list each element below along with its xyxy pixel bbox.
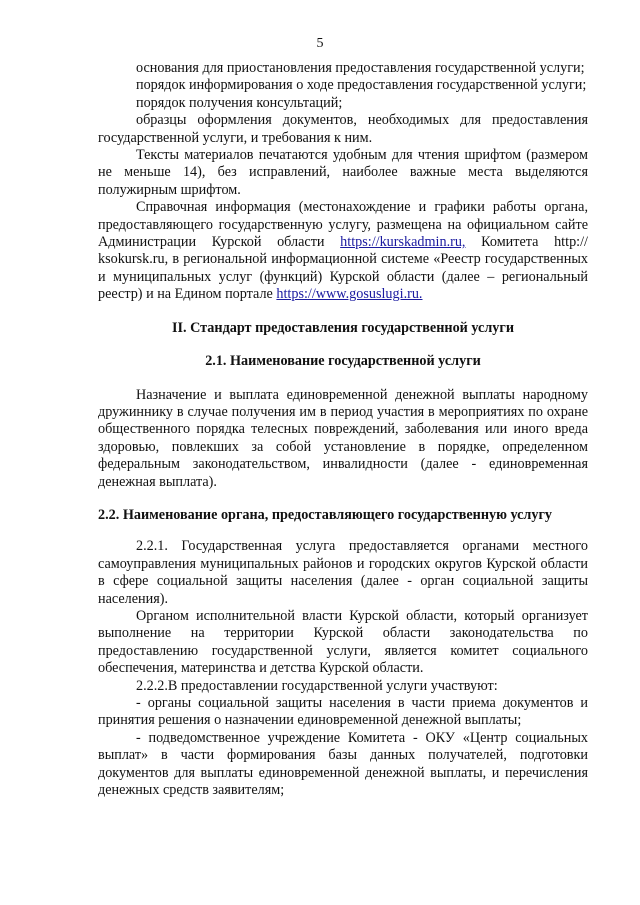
- paragraph-reference-info: [98, 199, 588, 303]
- heading-2-1: 2.1. Наименование государственной услуги: [205, 353, 481, 370]
- paragraph-2-2-1: 2.2.1. Государственная услуга предоставляется органами местного самоуправления муниципальных районов и городских округов Курской области в сфере социальной защиты населения (далее - орган социальной защиты населения).: [98, 538, 588, 607]
- gosuslugi-link[interactable]: https://www.gosuslugi.ru.: [276, 286, 423, 303]
- document-body: [98, 60, 588, 799]
- paragraph-font-requirements: Тексты материалов печатаются удобным для чтения шрифтом (размером не меньше 14), без исправлений, наиболее важные места выделяются полужирным шрифтом.: [98, 147, 588, 198]
- paragraph-executive-organ: Органом исполнительной власти Курской области, который организует выполнение на территории Курской области законодательства по предоставлению государственной услуги, является комитет социального обеспечения, материнства и детства Курской области.: [98, 607, 588, 677]
- paragraph-consultations: порядок получения консультаций;: [136, 94, 343, 111]
- paragraph-2-2-2: 2.2.2.В предоставлении государственной услуги участвуют:: [136, 677, 498, 694]
- heading-2-2: 2.2. Наименование органа, предоставляющего государственную услугу: [98, 506, 553, 523]
- kurskadmin-link[interactable]: https://kurskadmin.ru,: [340, 234, 466, 251]
- paragraph-suspension-grounds: основания для приостановления предоставления государственной услуги;: [136, 60, 585, 76]
- paragraph-2-1: Назначение и выплата единовременной денежной выплаты народному дружиннику в случае получения им в период участия в мероприятиях по охране общественного порядка телесных повреждений, заболевания или иного вреда здоровью, повлекших за собой установление в порядке, определенном федеральным законодательством, инвалидности (далее - единовременная денежная выплата).: [98, 386, 588, 490]
- reference-info-text-a: Справочная информация (местонахождение и графики работы органа, предоставляющего государственную услугу, размещена на официальном сайте Администрации Курской области: [98, 199, 588, 251]
- section-heading: II. Стандарт предоставления государственной услуги: [171, 319, 515, 336]
- paragraph-bullet-social-protection: - органы социальной защиты населения в части приема документов и принятия решения о назначении единовременной денежной выплаты;: [98, 695, 588, 729]
- paragraph-bullet-payments-center: - подведомственное учреждение Комитета - ОКУ «Центр социальных выплат» в части формирования базы данных получателей, подготовки документов для выплаты единовременной денежной выплаты, и перечисления денежных средств заявителям;: [98, 729, 588, 799]
- paragraph-document-samples: образцы оформления документов, необходимых для предоставления государственной услуги, и требования к ним.: [98, 112, 588, 146]
- page-number: 5: [316, 36, 324, 51]
- reference-info-text-b: Комитета http:// ksokursk.ru, в региональной информационной системе «Реестр государственных и муниципальных услуг (функций) Курской области (далее – региональный реестр) и на Едином портале: [98, 234, 588, 303]
- paragraph-progress-info: порядок информирования о ходе предоставления государственной услуги;: [136, 77, 587, 94]
